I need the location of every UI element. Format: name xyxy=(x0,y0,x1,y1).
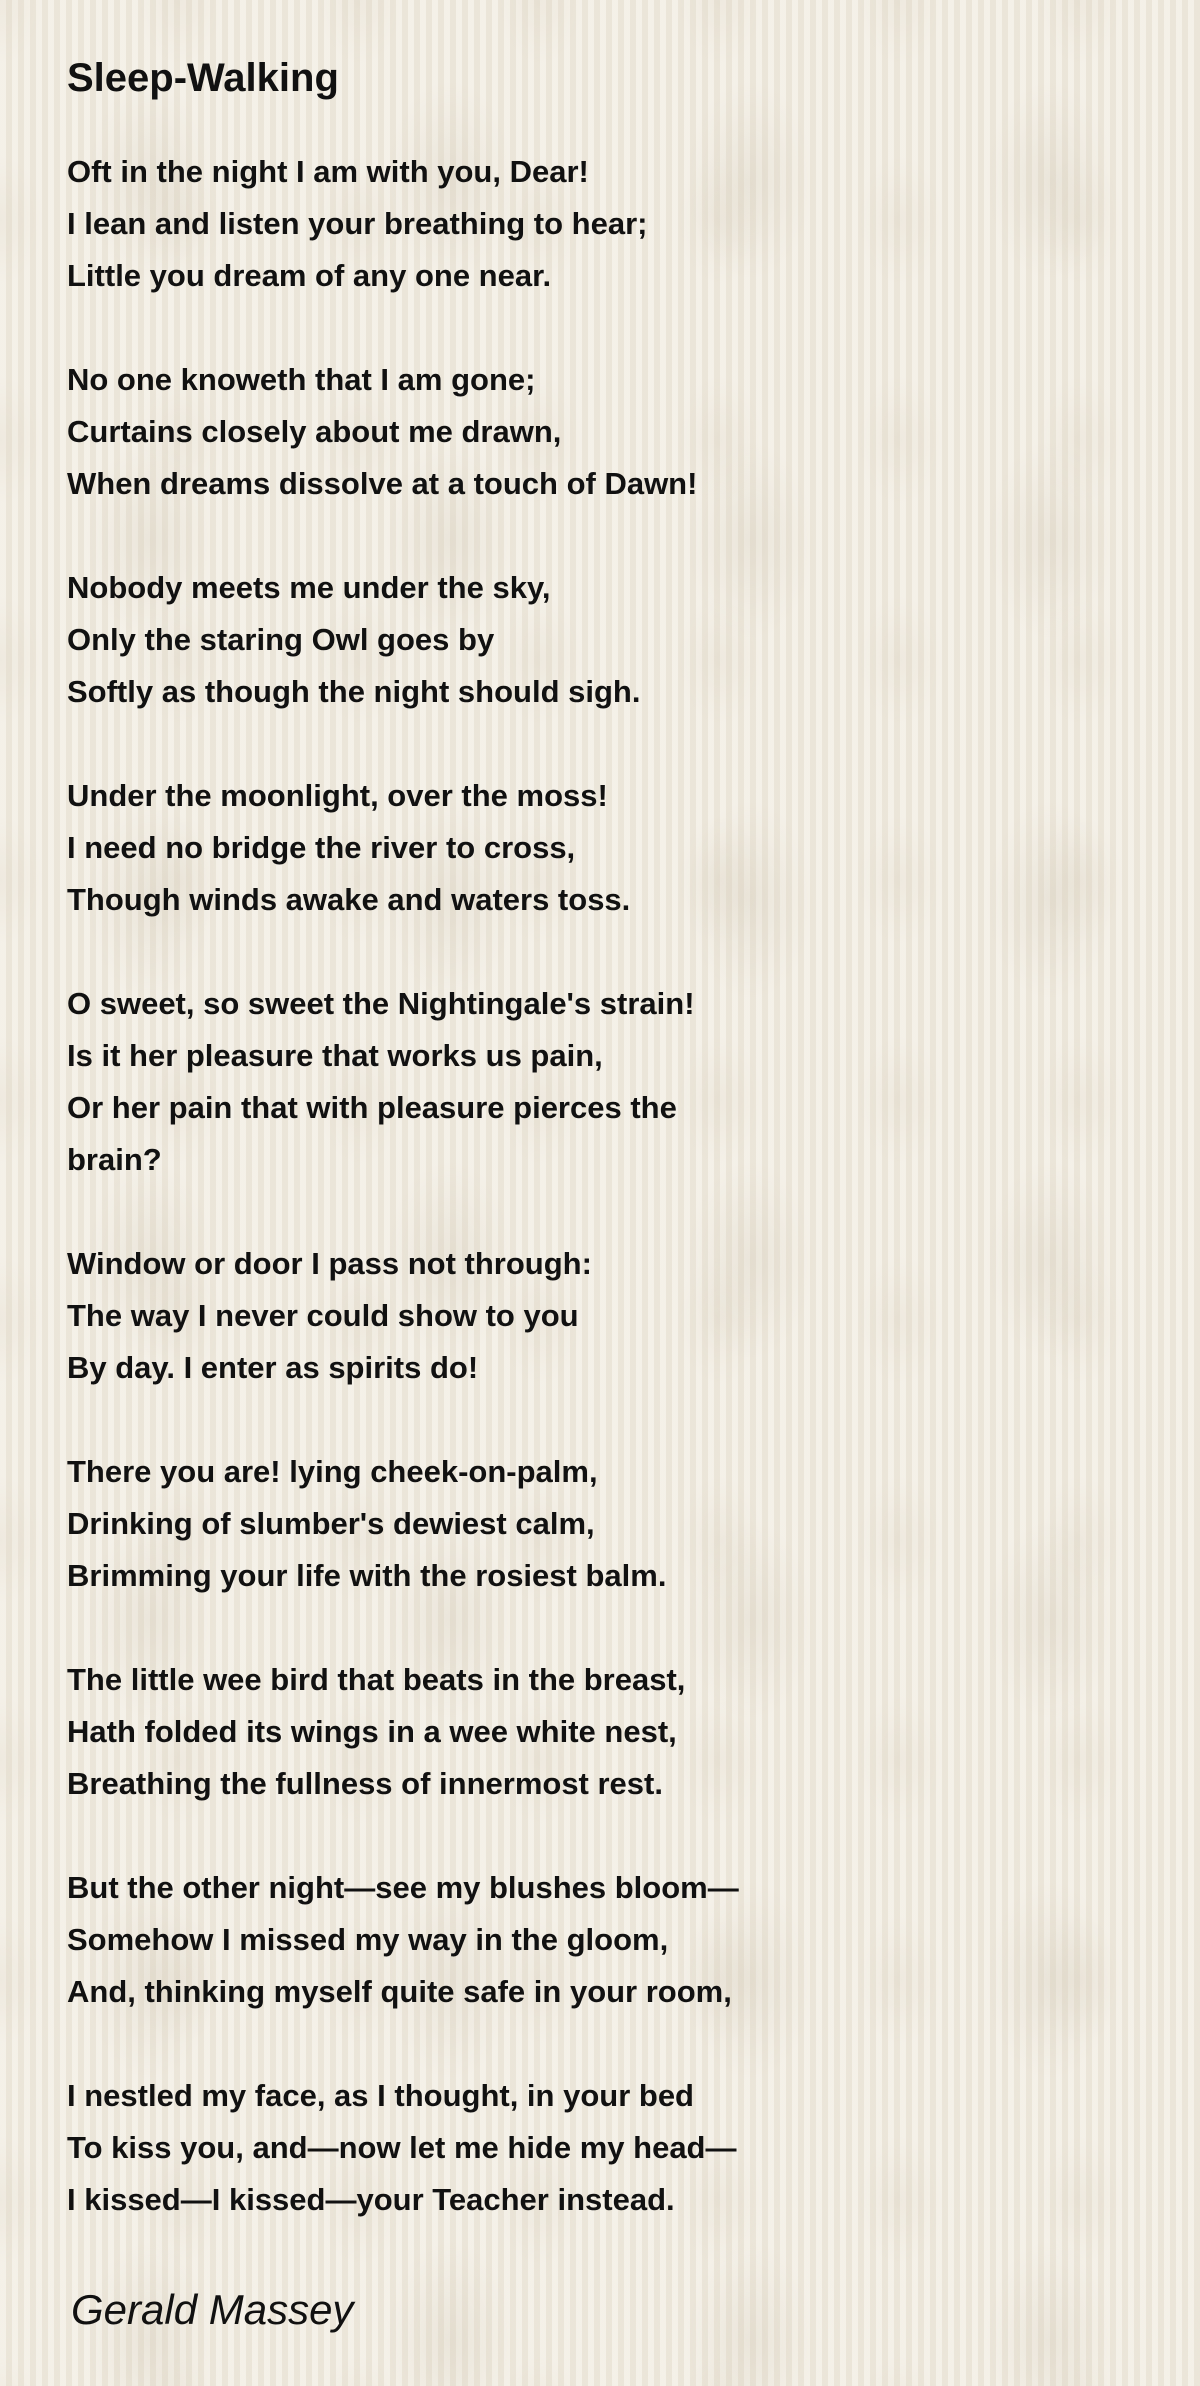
stanza-3 xyxy=(67,562,1147,718)
stanza-4 xyxy=(67,770,1147,926)
poem-line: Is it her pleasure that works us pain, xyxy=(67,1038,603,1073)
poem-line: Brimming your life with the rosiest balm. xyxy=(67,1558,667,1593)
poem-line: I kissed—I kissed—your Teacher instead. xyxy=(67,2182,675,2217)
poem-line: Though winds awake and waters toss. xyxy=(67,882,631,917)
poem-line: By day. I enter as spirits do! xyxy=(67,1350,479,1385)
stanza-8 xyxy=(67,1654,1147,1810)
poem-title: Sleep-Walking xyxy=(67,56,339,100)
poem-line: Curtains closely about me drawn, xyxy=(67,414,562,449)
poem-line: The little wee bird that beats in the breast, xyxy=(67,1662,686,1697)
stanza-2 xyxy=(67,354,1147,510)
poem-line: The way I never could show to you xyxy=(67,1298,579,1333)
poem-line: I lean and listen your breathing to hear; xyxy=(67,206,648,241)
stanza-5 xyxy=(67,978,1147,1186)
poem-line: There you are! lying cheek-on-palm, xyxy=(67,1454,598,1489)
poem-line: I need no bridge the river to cross, xyxy=(67,830,576,865)
stanza-9 xyxy=(67,1862,1147,2018)
poem-line: Window or door I pass not through: xyxy=(67,1246,592,1281)
poem-line: No one knoweth that I am gone; xyxy=(67,362,536,397)
poem-line: Somehow I missed my way in the gloom, xyxy=(67,1922,669,1957)
poem-line: When dreams dissolve at a touch of Dawn! xyxy=(67,466,698,501)
poem-line: But the other night—see my blushes bloom— xyxy=(67,1870,739,1905)
poem-line: Under the moonlight, over the moss! xyxy=(67,778,608,813)
stanza-10 xyxy=(67,2070,1147,2226)
stanza-7 xyxy=(67,1446,1147,1602)
poem-line: Oft in the night I am with you, Dear! xyxy=(67,154,589,189)
poem-line: Only the staring Owl goes by xyxy=(67,622,495,657)
stanza-6 xyxy=(67,1238,1147,1394)
poem-line: I nestled my face, as I thought, in your bed xyxy=(67,2078,694,2113)
poem-container xyxy=(67,48,1147,2278)
poem-line: Drinking of slumber's dewiest calm, xyxy=(67,1506,595,1541)
poem-line: To kiss you, and—now let me hide my head— xyxy=(67,2130,737,2165)
poem-line: Nobody meets me under the sky, xyxy=(67,570,551,605)
poem-line: Softly as though the night should sigh. xyxy=(67,674,641,709)
poem-line: O sweet, so sweet the Nightingale's strain! xyxy=(67,986,695,1021)
poem-author: Gerald Massey xyxy=(71,2286,354,2333)
poem-line: Hath folded its wings in a wee white nest, xyxy=(67,1714,677,1749)
poem-line: Breathing the fullness of innermost rest. xyxy=(67,1766,663,1801)
poem-line: Or her pain that with pleasure pierces the brain? xyxy=(67,1090,677,1177)
poem-line: Little you dream of any one near. xyxy=(67,258,552,293)
stanza-1 xyxy=(67,146,1147,302)
poem-line: And, thinking myself quite safe in your room, xyxy=(67,1974,732,2009)
